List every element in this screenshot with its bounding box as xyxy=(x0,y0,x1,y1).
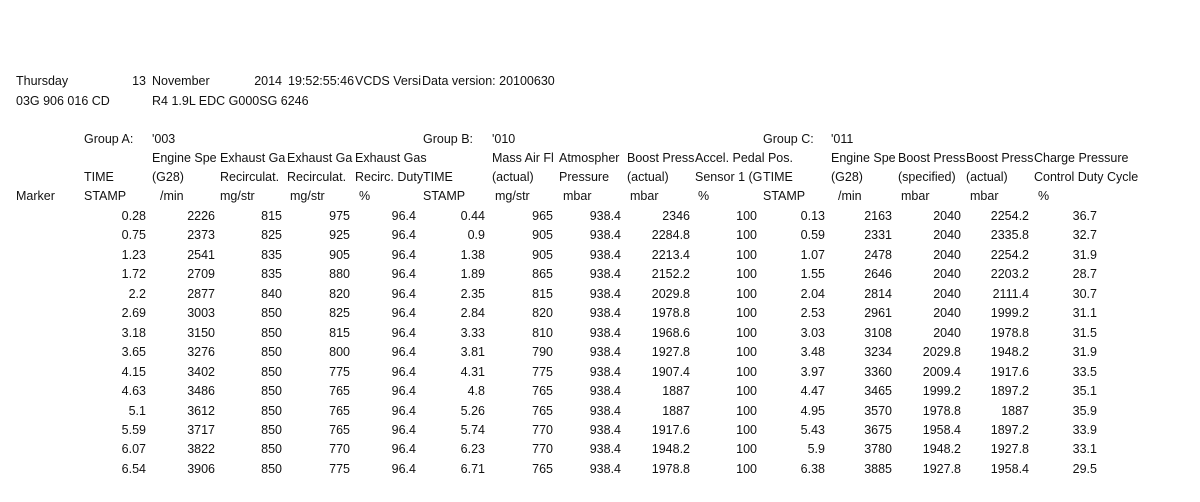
cell-egr-actual: 975 xyxy=(329,209,350,223)
cell-timestamp-a: 0.28 xyxy=(121,209,146,223)
cell-timestamp-a: 3.65 xyxy=(121,345,146,360)
header-a1-line2: (G28) xyxy=(152,170,184,184)
cell-timestamp-c: 3.03 xyxy=(800,325,825,340)
cell-boost-pressure-specified: 2040 xyxy=(933,286,961,301)
cell-boost-pressure-actual-b: 1978.8 xyxy=(651,306,690,321)
header-c4-line1: Charge Pressure xyxy=(1034,151,1129,165)
cell-egr-duty-cycle: 96.4 xyxy=(391,461,416,476)
cell-boost-pressure-actual-b: 1968.6 xyxy=(651,325,690,340)
data-version: Data version: 20100630 xyxy=(422,74,555,88)
header-timestamp-b-line3: STAMP xyxy=(423,189,466,203)
cell-timestamp-c: 3.48 xyxy=(800,345,825,360)
cell-boost-pressure-specified: 1999.2 xyxy=(922,384,961,398)
date-month: November xyxy=(152,74,210,88)
cell-timestamp-a: 5.1 xyxy=(128,403,146,418)
cell-atmospheric-pressure: 938.4 xyxy=(589,325,621,340)
cell-egr-specified: 850 xyxy=(261,403,282,418)
header-c4-unit: % xyxy=(1038,189,1050,203)
cell-timestamp-c: 1.07 xyxy=(800,247,825,262)
cell-egr-specified: 815 xyxy=(261,209,282,223)
header-c1-unit: /min xyxy=(838,189,862,203)
header-b3-line2: (actual) xyxy=(627,170,669,184)
cell-boost-pressure-actual-c: 2203.2 xyxy=(990,267,1029,282)
cell-timestamp-b: 1.38 xyxy=(460,247,485,262)
cell-egr-specified: 850 xyxy=(261,345,282,360)
cell-timestamp-b: 0.9 xyxy=(467,228,485,243)
cell-boost-pressure-actual-b: 2029.8 xyxy=(651,286,690,301)
cell-accel-pedal-position: 100 xyxy=(736,306,757,321)
cell-egr-actual: 880 xyxy=(329,267,350,282)
cell-engine-speed-a: 2877 xyxy=(187,286,215,301)
cell-charge-pressure-duty-cycle: 36.7 xyxy=(1072,209,1097,223)
cell-mass-air-flow: 965 xyxy=(532,209,553,223)
cell-boost-pressure-actual-c: 1917.6 xyxy=(990,364,1029,379)
cell-timestamp-b: 2.84 xyxy=(460,306,485,321)
cell-boost-pressure-actual-b: 2284.8 xyxy=(651,228,690,243)
header-timestamp-b-line2: TIME xyxy=(423,170,453,184)
cell-boost-pressure-actual-b: 2346 xyxy=(662,209,690,223)
cell-charge-pressure-duty-cycle: 29.5 xyxy=(1072,461,1097,476)
header-b2-line1: Atmospher xyxy=(559,151,620,165)
cell-egr-actual: 925 xyxy=(329,228,350,243)
cell-atmospheric-pressure: 938.4 xyxy=(589,422,621,437)
cell-egr-specified: 850 xyxy=(261,325,282,340)
cell-egr-specified: 850 xyxy=(261,306,282,321)
day-of-week: Thursday xyxy=(16,74,69,88)
cell-mass-air-flow: 765 xyxy=(532,384,553,398)
cell-timestamp-c: 3.97 xyxy=(800,364,825,379)
cell-charge-pressure-duty-cycle: 31.9 xyxy=(1072,247,1097,262)
group-a-label: Group A: xyxy=(84,132,134,146)
engine-description: R4 1.9L EDC G000SG 6246 xyxy=(152,94,309,108)
header-c3-unit: mbar xyxy=(970,189,999,203)
cell-timestamp-b: 4.8 xyxy=(467,384,485,398)
header-c3-line1: Boost Press xyxy=(966,151,1034,165)
group-b-label: Group B: xyxy=(423,132,474,146)
cell-charge-pressure-duty-cycle: 28.7 xyxy=(1072,267,1097,282)
cell-timestamp-a: 6.07 xyxy=(121,442,146,457)
cell-timestamp-a: 6.54 xyxy=(121,461,146,476)
group-a-id: '003 xyxy=(152,132,176,146)
cell-accel-pedal-position: 100 xyxy=(736,422,757,437)
cell-egr-duty-cycle: 96.4 xyxy=(391,345,416,360)
cell-boost-pressure-specified: 2040 xyxy=(933,228,961,243)
cell-mass-air-flow: 815 xyxy=(532,286,553,301)
cell-egr-duty-cycle: 96.4 xyxy=(391,247,416,262)
header-b3-line1: Boost Press xyxy=(627,151,695,165)
cell-boost-pressure-specified: 2040 xyxy=(933,209,961,223)
group-c-id: '011 xyxy=(831,132,854,146)
cell-accel-pedal-position: 100 xyxy=(736,384,757,398)
header-a4-unit: % xyxy=(359,189,371,203)
cell-accel-pedal-position: 100 xyxy=(736,442,757,457)
cell-engine-speed-c: 3234 xyxy=(864,345,892,360)
header-a4-line2: Recirc. Duty xyxy=(355,170,424,184)
cell-boost-pressure-specified: 1958.4 xyxy=(922,422,961,437)
cell-boost-pressure-actual-c: 1887 xyxy=(1001,403,1029,418)
cell-egr-actual: 765 xyxy=(329,384,350,398)
cell-accel-pedal-position: 100 xyxy=(736,286,757,301)
cell-engine-speed-c: 3570 xyxy=(864,403,892,418)
cell-mass-air-flow: 820 xyxy=(532,306,553,321)
header-c2-line2: (specified) xyxy=(898,170,956,184)
cell-charge-pressure-duty-cycle: 30.7 xyxy=(1072,286,1097,301)
cell-timestamp-c: 4.95 xyxy=(800,403,825,418)
cell-timestamp-b: 6.23 xyxy=(460,442,485,457)
cell-timestamp-c: 4.47 xyxy=(800,384,825,398)
cell-boost-pressure-actual-c: 2111.4 xyxy=(992,286,1029,301)
header-a3-unit: mg/str xyxy=(290,189,325,203)
cell-accel-pedal-position: 100 xyxy=(736,267,757,282)
header-c1-line1: Engine Spe xyxy=(831,151,896,165)
header-a2-unit: mg/str xyxy=(220,189,255,203)
date-day: 13 xyxy=(132,74,146,88)
cell-timestamp-b: 3.33 xyxy=(460,325,485,340)
header-c4-line2: Control Duty Cycle xyxy=(1034,170,1139,184)
cell-boost-pressure-actual-b: 1907.4 xyxy=(651,364,690,379)
cell-egr-actual: 820 xyxy=(329,286,350,301)
cell-egr-specified: 825 xyxy=(261,228,282,243)
cell-egr-specified: 835 xyxy=(261,267,282,282)
cell-egr-specified: 835 xyxy=(261,247,282,262)
cell-boost-pressure-actual-c: 1958.4 xyxy=(990,461,1029,476)
part-number: 03G 906 016 CD xyxy=(16,94,110,108)
cell-timestamp-c: 6.38 xyxy=(800,461,825,476)
cell-accel-pedal-position: 100 xyxy=(736,247,757,262)
cell-engine-speed-a: 3150 xyxy=(187,325,215,340)
cell-accel-pedal-position: 100 xyxy=(736,228,757,243)
cell-accel-pedal-position: 100 xyxy=(736,345,757,360)
cell-timestamp-a: 0.75 xyxy=(121,228,146,243)
cell-mass-air-flow: 905 xyxy=(532,247,553,262)
header-c2-line1: Boost Press xyxy=(898,151,966,165)
header-b4-unit: % xyxy=(698,189,710,203)
header-b1-unit: mg/str xyxy=(495,189,530,203)
cell-atmospheric-pressure: 938.4 xyxy=(589,228,621,243)
header-b2-line2: Pressure xyxy=(559,170,610,184)
cell-timestamp-a: 2.2 xyxy=(128,286,146,301)
cell-boost-pressure-specified: 2040 xyxy=(933,247,961,262)
cell-egr-duty-cycle: 96.4 xyxy=(391,286,416,301)
cell-egr-actual: 765 xyxy=(329,422,350,437)
cell-engine-speed-a: 3906 xyxy=(187,461,215,476)
cell-engine-speed-c: 2961 xyxy=(864,306,892,321)
header-a2-line2: Recirculat. xyxy=(220,170,280,184)
cell-boost-pressure-actual-b: 1887 xyxy=(662,384,690,398)
cell-timestamp-c: 2.53 xyxy=(800,306,825,321)
cell-atmospheric-pressure: 938.4 xyxy=(589,364,621,379)
header-timestamp-a-line2: TIME xyxy=(84,170,114,184)
cell-egr-specified: 850 xyxy=(261,461,282,476)
cell-engine-speed-a: 3612 xyxy=(187,403,215,418)
cell-engine-speed-a: 3717 xyxy=(187,422,215,437)
cell-egr-duty-cycle: 96.4 xyxy=(391,228,416,243)
cell-egr-duty-cycle: 96.4 xyxy=(391,306,416,321)
cell-atmospheric-pressure: 938.4 xyxy=(589,345,621,360)
cell-timestamp-a: 4.15 xyxy=(121,364,146,379)
cell-egr-duty-cycle: 96.4 xyxy=(391,267,416,282)
cell-timestamp-b: 1.89 xyxy=(460,267,485,282)
header-a4-line1: Exhaust Gas xyxy=(355,151,427,165)
cell-engine-speed-c: 3675 xyxy=(864,422,892,437)
cell-boost-pressure-specified: 1927.8 xyxy=(922,461,961,476)
cell-egr-duty-cycle: 96.4 xyxy=(391,384,416,398)
cell-egr-actual: 825 xyxy=(329,306,350,321)
header-timestamp-c-line2: TIME xyxy=(763,170,793,184)
cell-timestamp-c: 0.13 xyxy=(800,209,825,223)
header-c2-unit: mbar xyxy=(901,189,930,203)
cell-atmospheric-pressure: 938.4 xyxy=(589,286,621,301)
cell-boost-pressure-actual-b: 1927.8 xyxy=(651,345,690,360)
cell-atmospheric-pressure: 938.4 xyxy=(589,247,621,262)
cell-boost-pressure-actual-b: 2213.4 xyxy=(651,247,690,262)
cell-boost-pressure-actual-c: 1999.2 xyxy=(990,306,1029,321)
cell-egr-duty-cycle: 96.4 xyxy=(391,422,416,437)
cell-egr-specified: 850 xyxy=(261,384,282,398)
cell-atmospheric-pressure: 938.4 xyxy=(589,461,621,476)
cell-timestamp-c: 2.04 xyxy=(800,286,825,301)
cell-charge-pressure-duty-cycle: 35.1 xyxy=(1072,384,1097,398)
cell-atmospheric-pressure: 938.4 xyxy=(589,209,621,223)
header-b4-line1: Accel. Pedal Pos. xyxy=(695,151,793,165)
cell-charge-pressure-duty-cycle: 31.9 xyxy=(1072,345,1097,360)
header-a3-line1: Exhaust Ga xyxy=(287,151,353,165)
cell-charge-pressure-duty-cycle: 31.5 xyxy=(1072,325,1097,340)
cell-egr-actual: 770 xyxy=(329,442,350,457)
cell-charge-pressure-duty-cycle: 33.9 xyxy=(1072,422,1097,437)
header-b2-unit: mbar xyxy=(563,189,592,203)
cell-timestamp-a: 3.18 xyxy=(121,325,146,340)
cell-engine-speed-c: 3360 xyxy=(864,364,892,379)
cell-egr-duty-cycle: 96.4 xyxy=(391,403,416,418)
cell-egr-actual: 905 xyxy=(329,247,350,262)
cell-egr-actual: 800 xyxy=(329,345,350,360)
cell-timestamp-a: 4.63 xyxy=(121,384,146,398)
header-a3-line2: Recirculat. xyxy=(287,170,347,184)
cell-engine-speed-c: 2163 xyxy=(864,209,892,223)
header-c3-line2: (actual) xyxy=(966,170,1008,184)
cell-boost-pressure-specified: 2040 xyxy=(933,267,961,282)
cell-boost-pressure-specified: 2009.4 xyxy=(922,364,961,379)
cell-charge-pressure-duty-cycle: 32.7 xyxy=(1072,228,1097,243)
header-b4-line2: Sensor 1 (G xyxy=(695,170,763,184)
cell-boost-pressure-actual-b: 1887 xyxy=(662,403,690,418)
group-b-id: '010 xyxy=(492,132,516,146)
header-timestamp-a-line3: STAMP xyxy=(84,189,127,203)
cell-mass-air-flow: 775 xyxy=(532,364,553,379)
cell-boost-pressure-actual-c: 1897.2 xyxy=(990,422,1029,437)
cell-boost-pressure-actual-c: 1897.2 xyxy=(990,384,1029,398)
cell-accel-pedal-position: 100 xyxy=(736,461,757,476)
cell-boost-pressure-actual-b: 2152.2 xyxy=(651,267,690,282)
cell-boost-pressure-actual-b: 1948.2 xyxy=(651,442,690,457)
cell-boost-pressure-specified: 2040 xyxy=(933,325,961,340)
cell-timestamp-c: 5.9 xyxy=(807,442,825,457)
cell-mass-air-flow: 770 xyxy=(532,422,553,437)
cell-engine-speed-c: 3885 xyxy=(864,461,892,476)
cell-boost-pressure-specified: 1978.8 xyxy=(922,403,961,418)
cell-timestamp-b: 3.81 xyxy=(460,345,485,360)
cell-charge-pressure-duty-cycle: 35.9 xyxy=(1072,403,1097,418)
header-b1-line2: (actual) xyxy=(492,170,534,184)
cell-mass-air-flow: 810 xyxy=(532,325,553,340)
cell-egr-duty-cycle: 96.4 xyxy=(391,325,416,340)
cell-egr-duty-cycle: 96.4 xyxy=(391,442,416,457)
software-version: VCDS Versi xyxy=(355,74,421,88)
cell-boost-pressure-actual-c: 1948.2 xyxy=(990,345,1029,360)
cell-mass-air-flow: 865 xyxy=(532,267,553,282)
cell-boost-pressure-specified: 2029.8 xyxy=(922,345,961,360)
cell-boost-pressure-actual-c: 1927.8 xyxy=(990,442,1029,457)
cell-boost-pressure-actual-b: 1917.6 xyxy=(651,422,690,437)
cell-engine-speed-a: 3402 xyxy=(187,364,215,379)
cell-timestamp-c: 0.59 xyxy=(800,228,825,243)
cell-timestamp-b: 5.74 xyxy=(460,422,485,437)
cell-engine-speed-c: 3465 xyxy=(864,384,892,398)
cell-atmospheric-pressure: 938.4 xyxy=(589,306,621,321)
cell-boost-pressure-specified: 1948.2 xyxy=(922,442,961,457)
cell-timestamp-b: 0.44 xyxy=(460,209,485,223)
header-marker: Marker xyxy=(16,189,55,203)
cell-engine-speed-a: 2709 xyxy=(187,267,215,282)
cell-boost-pressure-actual-c: 2254.2 xyxy=(990,247,1029,262)
cell-egr-actual: 815 xyxy=(329,325,350,340)
cell-atmospheric-pressure: 938.4 xyxy=(589,267,621,282)
cell-atmospheric-pressure: 938.4 xyxy=(589,384,621,398)
cell-boost-pressure-actual-c: 1978.8 xyxy=(990,325,1029,340)
cell-egr-specified: 850 xyxy=(261,364,282,379)
cell-charge-pressure-duty-cycle: 33.5 xyxy=(1072,364,1097,379)
cell-boost-pressure-actual-c: 2254.2 xyxy=(990,209,1029,223)
cell-accel-pedal-position: 100 xyxy=(736,403,757,418)
cell-timestamp-b: 2.35 xyxy=(460,286,485,301)
cell-timestamp-a: 1.23 xyxy=(121,247,146,262)
cell-atmospheric-pressure: 938.4 xyxy=(589,442,621,457)
cell-engine-speed-a: 3003 xyxy=(187,306,215,321)
cell-engine-speed-a: 2373 xyxy=(187,228,215,243)
cell-mass-air-flow: 770 xyxy=(532,442,553,457)
group-c-label: Group C: xyxy=(763,132,814,146)
cell-charge-pressure-duty-cycle: 31.1 xyxy=(1072,306,1097,321)
cell-accel-pedal-position: 100 xyxy=(736,209,757,223)
cell-egr-actual: 775 xyxy=(329,461,350,476)
cell-boost-pressure-actual-b: 1978.8 xyxy=(651,461,690,476)
cell-engine-speed-c: 2646 xyxy=(864,267,892,282)
cell-mass-air-flow: 765 xyxy=(532,461,553,476)
cell-engine-speed-a: 3486 xyxy=(187,384,215,398)
cell-engine-speed-a: 3822 xyxy=(187,442,215,457)
cell-egr-specified: 840 xyxy=(261,286,282,301)
cell-egr-actual: 765 xyxy=(329,403,350,418)
cell-boost-pressure-actual-c: 2335.8 xyxy=(990,228,1029,243)
cell-engine-speed-c: 2331 xyxy=(864,228,892,243)
cell-accel-pedal-position: 100 xyxy=(736,325,757,340)
cell-engine-speed-a: 2541 xyxy=(187,247,215,262)
cell-mass-air-flow: 905 xyxy=(532,228,553,243)
cell-timestamp-b: 6.71 xyxy=(460,461,485,476)
cell-engine-speed-c: 2814 xyxy=(864,286,892,301)
cell-charge-pressure-duty-cycle: 33.1 xyxy=(1072,442,1097,457)
timestamp: 19:52:55:46 xyxy=(288,74,355,88)
cell-timestamp-b: 5.26 xyxy=(460,403,485,418)
cell-egr-specified: 850 xyxy=(261,422,282,437)
header-a2-line1: Exhaust Ga xyxy=(220,151,286,165)
header-b3-unit: mbar xyxy=(630,189,659,203)
cell-timestamp-a: 1.72 xyxy=(121,267,146,282)
cell-timestamp-a: 5.59 xyxy=(121,422,146,437)
cell-timestamp-b: 4.31 xyxy=(460,364,485,379)
cell-timestamp-c: 1.55 xyxy=(800,267,825,282)
cell-egr-actual: 775 xyxy=(329,364,350,379)
cell-timestamp-a: 2.69 xyxy=(121,306,146,321)
date-year: 2014 xyxy=(254,74,282,88)
header-a1-unit: /min xyxy=(160,189,184,203)
header-c1-line2: (G28) xyxy=(831,170,863,184)
cell-engine-speed-c: 3780 xyxy=(864,442,892,457)
cell-atmospheric-pressure: 938.4 xyxy=(589,403,621,418)
cell-egr-duty-cycle: 96.4 xyxy=(391,209,416,223)
cell-accel-pedal-position: 100 xyxy=(736,364,757,379)
cell-engine-speed-a: 3276 xyxy=(187,345,215,360)
header-b1-line1: Mass Air Fl xyxy=(492,151,554,165)
cell-engine-speed-a: 2226 xyxy=(187,209,215,223)
cell-engine-speed-c: 2478 xyxy=(864,247,892,262)
cell-boost-pressure-specified: 2040 xyxy=(933,306,961,321)
header-timestamp-c-line3: STAMP xyxy=(763,189,806,203)
header-a1-line1: Engine Spe xyxy=(152,151,217,165)
cell-mass-air-flow: 765 xyxy=(532,403,553,418)
cell-timestamp-c: 5.43 xyxy=(800,422,825,437)
cell-mass-air-flow: 790 xyxy=(532,345,553,360)
cell-egr-specified: 850 xyxy=(261,442,282,457)
cell-engine-speed-c: 3108 xyxy=(864,325,892,340)
cell-egr-duty-cycle: 96.4 xyxy=(391,364,416,379)
